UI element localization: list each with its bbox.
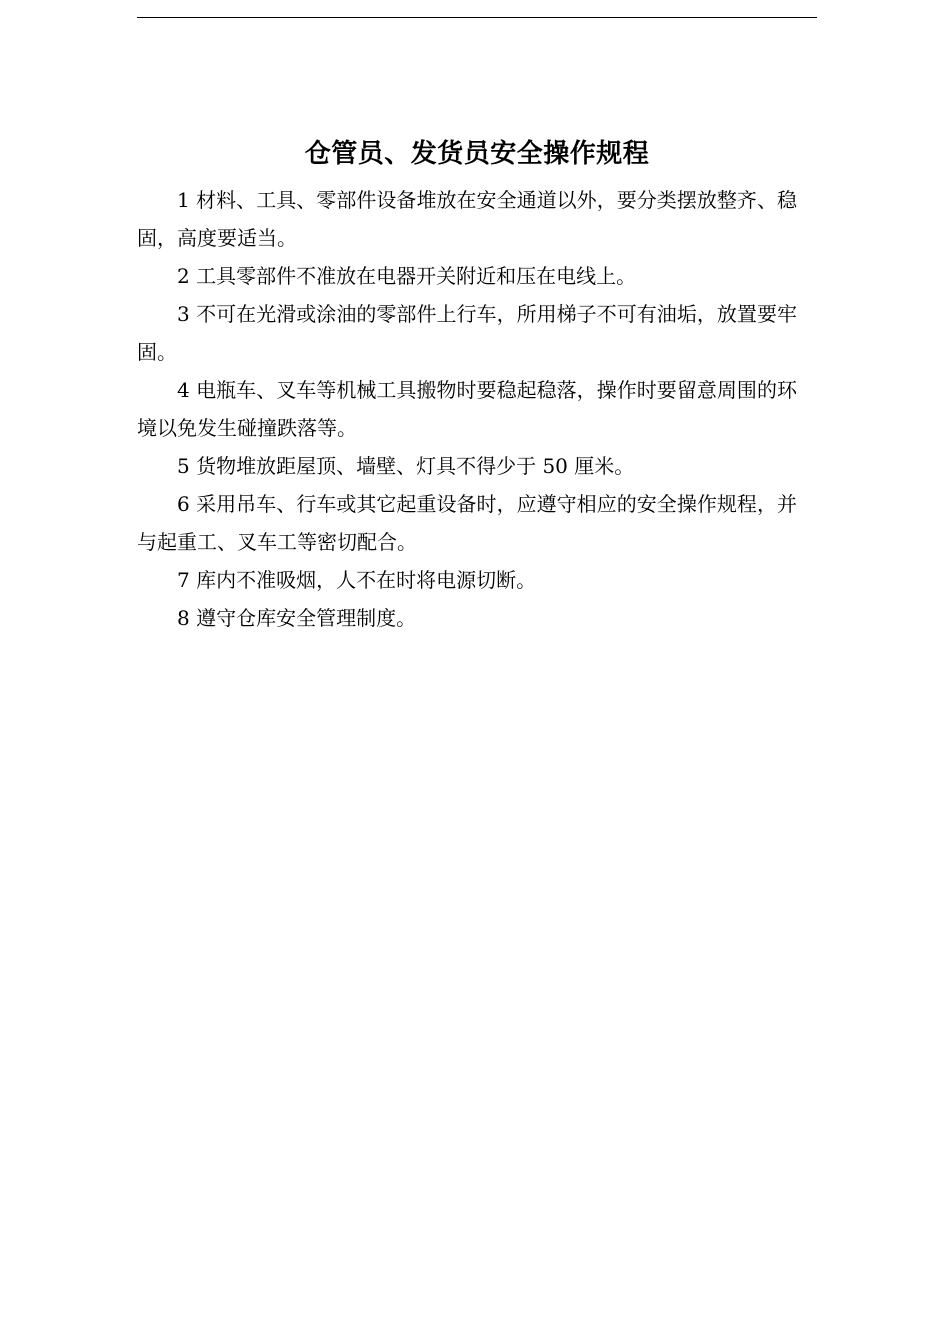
paragraph-6: 6 采用吊车、行车或其它起重设备时，应遵守相应的安全操作规程，并与起重工、叉车工等密切配合。 <box>137 492 797 554</box>
header-rule <box>137 17 817 18</box>
document-body <box>137 181 797 637</box>
paragraph-4: 4 电瓶车、叉车等机械工具搬物时要稳起稳落，操作时要留意周围的环境以免发生碰撞跌落等。 <box>137 378 797 440</box>
paragraph-8: 8 遵守仓库安全管理制度。 <box>177 606 417 630</box>
paragraph-5: 5 货物堆放距屋顶、墙壁、灯具不得少于 50 厘米。 <box>177 454 635 478</box>
paragraph-1: 1 材料、工具、零部件设备堆放在安全通道以外，要分类摆放整齐、稳固，高度要适当。 <box>137 188 797 250</box>
paragraph-3: 3 不可在光滑或涂油的零部件上行车，所用梯子不可有油垢，放置要牢固。 <box>137 302 797 364</box>
paragraph-2: 2 工具零部件不准放在电器开关附近和压在电线上。 <box>177 264 637 288</box>
paragraph-7: 7 库内不准吸烟，人不在时将电源切断。 <box>177 568 537 592</box>
document-title: 仓管员、发货员安全操作规程 <box>304 139 650 169</box>
